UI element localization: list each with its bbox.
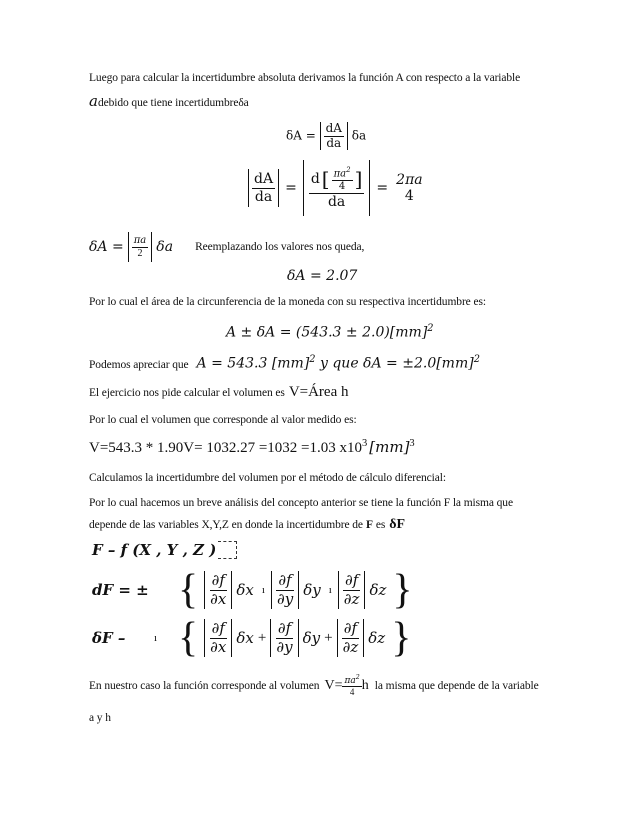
p8-F: F <box>365 519 373 531</box>
p3-math1: A = 543.3 [mm] <box>196 355 310 372</box>
dF-dy: ∂y <box>276 589 294 608</box>
variable-a: a <box>89 92 98 110</box>
p4-big: V=Área h <box>288 384 349 400</box>
equation-4: δA = 2.07 <box>287 268 358 284</box>
eq1-abs <box>320 122 348 150</box>
deltaF-delta-x: δx <box>236 629 254 647</box>
equation-2 <box>248 160 425 216</box>
paragraph-appreciate <box>89 354 480 372</box>
p9-rest: la misma que depende de la variable <box>374 679 539 692</box>
p9-h: h <box>361 677 369 693</box>
formula-dF: dF = ± { $\frac{\partial f}{\partial x}$ δx ı $\frac{\partial f}{\partial y}$ δy ı $\frac{\partial f}{\partial z}$ δz } <box>92 567 413 613</box>
deltaF-df-y: ∂f <box>277 619 292 638</box>
p9-frac <box>342 674 361 698</box>
dF-term-y <box>271 571 299 609</box>
dF-df-z: ∂f <box>344 571 359 590</box>
p3-exp1: 2 <box>309 354 316 365</box>
equation-3-line <box>89 232 364 262</box>
p9-num-text: πa <box>344 676 356 686</box>
eq1-lhs: δA = <box>286 128 316 143</box>
deltaF-sep-0: ı <box>154 632 158 644</box>
p6-text: V=543.3 * 1.90V= 1032.27 =1032 =1.03 x10 <box>89 440 363 456</box>
p6-exp: 3 <box>362 438 368 449</box>
paragraph-volume-vars: a y h <box>89 712 111 724</box>
deltaF-df-x: ∂f <box>211 619 225 638</box>
deltaF-plus-2: + <box>324 629 333 646</box>
deltaF-delta-z: δz <box>368 629 386 647</box>
paragraph-intro-cont <box>89 92 249 110</box>
p9-V: V= <box>324 677 343 693</box>
paragraph-area: Por lo cual el área de la circunferencia de la moneda con su respectiva incertidumbre es: <box>89 296 486 308</box>
deltaF-dy: ∂y <box>276 637 293 656</box>
dF-delta-x: δx <box>236 581 254 599</box>
deltaF-df-z: ∂f <box>343 619 358 638</box>
eq1-rhs: δa <box>351 128 367 143</box>
eq3-lhs: δA = <box>89 239 124 255</box>
deltaF-dz: ∂z <box>342 637 359 656</box>
eq5-text: A ± δA = (543.3 ± 2.0)[mm] <box>226 324 428 341</box>
dF-dx: ∂x <box>210 589 227 608</box>
equation-1 <box>286 122 366 150</box>
eq2-den3: 4 <box>404 188 414 204</box>
eq2-inner-num-text: πa <box>333 168 347 180</box>
p9-num-exp: 2 <box>355 674 360 681</box>
eq3-rhs: δa <box>156 239 174 255</box>
formula-deltaF: δF – ı { $\frac{\partial f}{\partial x}$ δx + $\frac{\partial f}{\partial y}$ δy + $\frac{\partial f}{\partial z}$ δz } <box>92 615 412 661</box>
paragraph-intro: Luego para calcular la incertidumbre absoluta derivamos la función A con respecto a la variable <box>89 72 521 84</box>
eq2-den1: da <box>254 188 273 205</box>
eq2-inner-exp: 2 <box>346 166 351 175</box>
eq3-text: Reemplazando los valores nos queda, <box>195 241 365 253</box>
p8-es: es <box>375 519 386 531</box>
eq3-num: πa <box>133 235 147 246</box>
deltaF-dx: ∂x <box>210 637 227 656</box>
eq2-den2: da <box>327 193 346 210</box>
formula-F-bracket <box>218 541 237 559</box>
p3-exp2: 2 <box>473 354 480 365</box>
equation-5 <box>226 323 434 341</box>
eq2-abs-2: d [ $\frac{\pi a^2}{4}$ ] da <box>303 160 371 216</box>
paragraph-volume-measured: Por lo cual el volumen que corresponde al valor medido es: <box>89 414 357 426</box>
dF-term-z <box>338 571 366 609</box>
eq3-den: 2 <box>137 247 143 259</box>
p3-math <box>197 354 480 372</box>
formula-F: F – f (X , Y , Z ) <box>92 541 217 559</box>
p4-text: El ejercicio nos pide calcular el volumen es <box>89 387 285 399</box>
deltaF-plus-1: + <box>257 629 267 646</box>
dF-lhs: dF = ± <box>92 581 149 599</box>
deltaF-lhs: δF – <box>92 629 126 647</box>
dF-sep-1: ı <box>261 584 265 596</box>
eq5-exp: 2 <box>427 323 434 334</box>
p9-text: En nuestro caso la función corresponde al volumen <box>89 679 320 692</box>
p6-unit-exp: 3 <box>409 438 415 449</box>
intro-rest: debido que tiene incertidumbreδa <box>97 97 249 109</box>
eq2-d: d <box>310 171 320 188</box>
p8-line2: depende de las variables X,Y,Z en donde la incertidumbre de <box>89 519 363 531</box>
eq2-equals-2: = <box>376 180 389 196</box>
p8-dF: δF <box>389 517 405 532</box>
eq2-inner-num <box>332 166 353 181</box>
paragraph-volume-calc <box>89 438 415 457</box>
paragraph-analysis-1: Por lo cual hacemos un breve análisis del concepto anterior se tiene la función F la misma que <box>89 497 513 509</box>
deltaF-delta-y: δy <box>302 629 321 647</box>
paragraph-volume-ask <box>89 384 349 401</box>
eq2-inner-den: 4 <box>338 181 346 193</box>
dF-sep-2: ı <box>328 584 332 596</box>
dF-dz: ∂z <box>343 589 360 608</box>
dF-df-y: ∂f <box>278 571 292 590</box>
p9-den: 4 <box>349 687 355 698</box>
dF-term-x <box>204 571 232 609</box>
p9-num <box>342 674 361 687</box>
paragraph-volume-function <box>89 674 539 698</box>
p3-math2: y que δA = ±2.0[mm] <box>315 355 474 372</box>
deltaF-term-z <box>337 619 365 657</box>
p6-unit: [mm] <box>369 438 410 456</box>
eq2-equals-1: = <box>285 180 297 196</box>
deltaF-term-x <box>204 619 232 657</box>
eq2-num3: 2πa <box>396 171 423 188</box>
dF-delta-z: δz <box>369 581 387 599</box>
paragraph-differential: Calculamos la incertidumbre del volumen por el método de cálculo diferencial: <box>89 472 446 484</box>
eq1-num: dA <box>325 120 342 135</box>
p3-text: Podemos apreciar que <box>89 358 189 371</box>
dF-delta-y: δy <box>303 581 321 599</box>
eq2-num1: dA <box>254 171 274 188</box>
dF-df-x: ∂f <box>211 571 225 590</box>
eq1-den: da <box>326 135 342 150</box>
deltaF-term-y <box>270 619 298 657</box>
paragraph-analysis-2 <box>89 517 405 533</box>
eq2-abs-1 <box>248 169 279 207</box>
eq3-abs <box>128 232 153 262</box>
